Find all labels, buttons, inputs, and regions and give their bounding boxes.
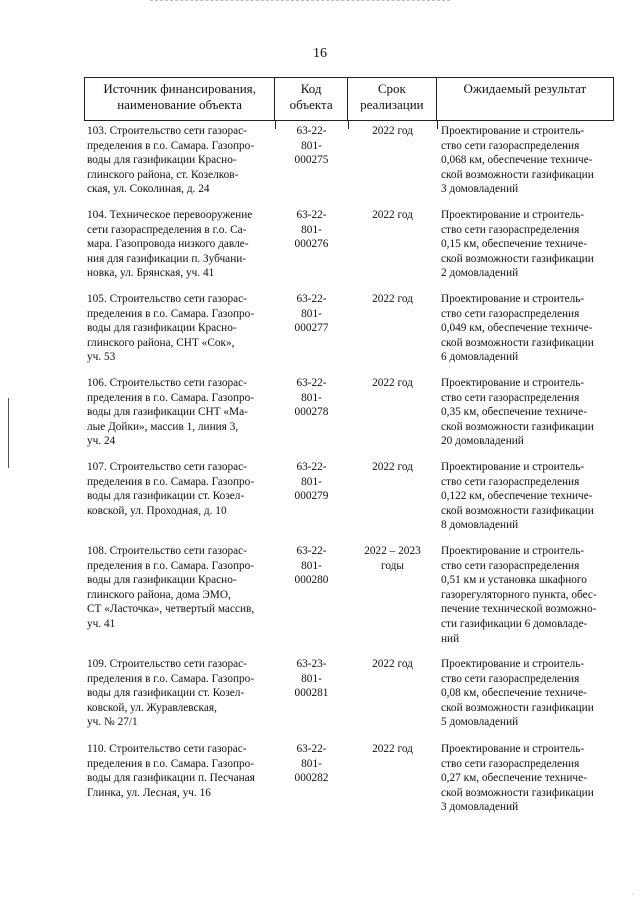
table-row [84,544,614,646]
object-name: 107. Строительство сети газорас- пределения в г.о. Самара. Газопро- воды для газификации ст. Козел- ковской, ул. Проходная, д. 10 [87,461,255,517]
object-name: 108. Строительство сети газорас- пределения в г.о. Самара. Газопро- воды для газификации Красно- глинского района, дома ЭМО, СТ «Ласточка», четвертый массив, уч. 41 [87,545,255,630]
table-row [84,208,614,281]
table-row [84,657,614,730]
object-code: 63-22- 801- 000276 [294,209,329,251]
object-term: 2022 год [372,293,413,305]
table-header [84,77,614,121]
header-source [85,78,275,120]
object-term: 2022 – 2023 годы [364,545,421,572]
object-code: 63-22- 801- 000277 [294,293,329,335]
object-result: Проектирование и строитель- ство сети газораспределения 0,08 км, обеспечение техниче- ской возможности газификации 5 домовладений [441,658,594,729]
table-row [84,460,614,533]
object-term: 2022 год [372,658,413,670]
margin-mark [8,398,9,468]
object-name: 110. Строительство сети газорас- пределения в г.о. Самара. Газопро- воды для газификации п. Песчаная Глинка, ул. Лесная, уч. 16 [87,743,255,799]
page-top-edge [150,0,450,4]
object-code: 63-22- 801- 000275 [294,125,329,167]
object-name: 104. Техническое перевооружение сети газораспределения в г.о. Са- мара. Газопровода низкого давле- ния для газификации п. Зубчани- новка, ул. Брянская, уч. 41 [87,209,253,280]
object-result: Проектирование и строитель- ство сети газораспределения 0,35 км, обеспечение техниче- ской возможности газификации 20 домовладений [441,377,594,448]
object-term: 2022 год [372,209,413,221]
object-code: 63-22- 801- 000280 [294,545,329,587]
header-result [437,78,613,120]
header-source-text: Источник финансирования, наименование объекта [103,81,256,112]
object-term: 2022 год [372,743,413,755]
table-row [84,376,614,449]
object-result: Проектирование и строитель- ство сети газораспределения 0,049 км, обеспечение техниче- ской возможности газификации 6 домовладений [441,293,594,364]
object-result: Проектирование и строитель- ство сети газораспределения 0,51 км и установка шкафного газорегуляторного пункта, обес- печение технической возможно- сти газификации 6 домовладе- ний [441,545,597,645]
object-code: 63-22- 801- 000278 [294,377,329,419]
object-name: 103. Строительство сети газорас- пределения в г.о. Самара. Газопро- воды для газификации Красно- глинского района, ст. Козелков- ская, ул. Соколиная, д. 24 [87,125,255,196]
object-result: Проектирование и строитель- ство сети газораспределения 0,068 км, обеспечение техниче- ской возможности газификации 3 домовладений [441,125,594,196]
table-row [84,124,614,197]
table-row [84,742,614,815]
object-result: Проектирование и строитель- ство сети газораспределения 0,122 км, обеспечение техниче- ской возможности газификации 8 домовладений [441,461,594,532]
object-code: 63-22- 801- 000282 [294,743,329,785]
object-result: Проектирование и строитель- ство сети газораспределения 0,15 км, обеспечение техниче- ской возможности газификации 2 домовладений [441,209,594,280]
page-number: 16 [313,46,327,61]
object-term: 2022 год [372,377,413,389]
object-code: 63-22- 801- 000279 [294,461,329,503]
header-term-text: Срок реализации [360,81,424,112]
object-term: 2022 год [372,125,413,137]
header-code-text: Код объекта [289,81,333,112]
table-row [84,292,614,365]
header-code [275,78,348,120]
header-result-text: Ожидаемый результат [463,81,587,96]
object-term: 2022 год [372,461,413,473]
object-name: 105. Строительство сети газорас- пределения в г.о. Самара. Газопро- воды для газификации Красно- глинского района, СНТ «Сок», уч. 53 [87,293,255,364]
object-name: 109. Строительство сети газорас- пределения в г.о. Самара. Газопро- воды для газификации ст. Козел- ковской, ул. Журавлевская, уч. № 27/1 [87,658,255,729]
scan-corner-mark: · [631,890,634,899]
object-code: 63-23- 801- 000281 [294,658,329,700]
object-result: Проектирование и строитель- ство сети газораспределения 0,27 км, обеспечение техниче- ской возможности газификации 3 домовладений [441,743,594,814]
object-name: 106. Строительство сети газорас- пределения в г.о. Самара. Газопро- воды для газификации СНТ «Ма- лые Дойки», массив 1, линия 3, уч. 24 [87,377,255,448]
header-term [348,78,437,120]
